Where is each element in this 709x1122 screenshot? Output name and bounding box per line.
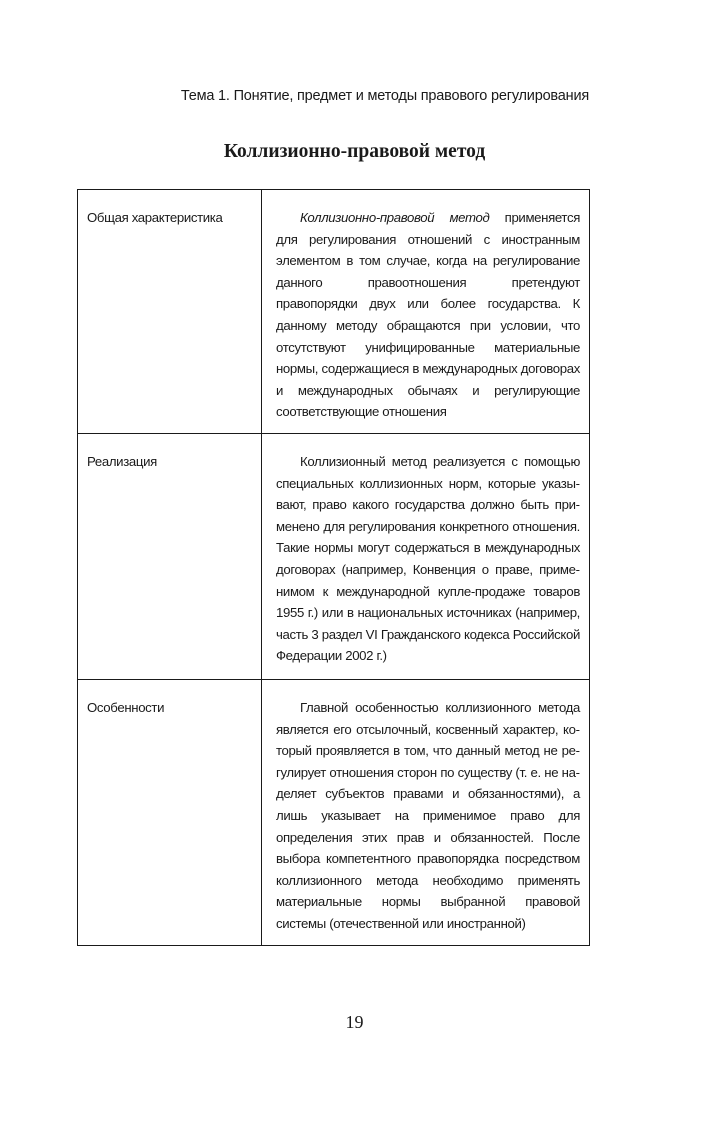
term-italic: Коллизионно-правовой метод (300, 210, 490, 225)
table-row (78, 433, 590, 679)
row-label-features: Особенности (78, 679, 262, 945)
table-row (78, 190, 590, 434)
method-table (77, 189, 590, 946)
page-title: Коллизионно-правовой метод (223, 141, 486, 162)
row-content-features: Главной особенностью коллизионного метода является его отсылочный, косвенный характер, который проявляется в том, что данный метод не регулирует отношения сторон по существу (т. е. не наделяет субъектов правами и обязанностями), а лишь указывает на применимое право для определения этих прав и обязанностей. После выбора компетентного правопорядка посредством коллизионного метода необходимо применять материальные нормы выбранной правовой системы (отечественной или иностранной) (262, 679, 590, 945)
row-label-implementation: Реализация (78, 433, 262, 679)
table-row (78, 679, 590, 945)
row-content-text: применяется для регулирования отношений с иностранным элементом в том случае, когда на регулирование данного правоотношения претендуют правопорядки двух или более государства. К данному методу обращаются при условии, что отсутствуют унифицированные материальные нормы, содержащиеся в международных договорах и международных обычаях и регулирующие соответствующие отношения (276, 210, 580, 420)
row-label-general: Общая характеристика (78, 190, 262, 434)
page-number: 19 (345, 1012, 364, 1032)
running-header: Тема 1. Понятие, предмет и методы правового регулирования (180, 88, 589, 104)
row-content-implementation: Коллизионный метод реализуется с помощью специальных коллизионных норм, которые указывают, право какого государства должно быть применено для регулирования конкретного отношения. Такие нормы могут содержаться в международных договорах (например, Конвенция о праве, применимом к международной купле-продаже товаров 1955 г.) или в национальных источниках (например, часть 3 раздел VI Гражданского кодекса Российской Федерации 2002 г.) (262, 433, 590, 679)
row-content-general (262, 190, 590, 434)
